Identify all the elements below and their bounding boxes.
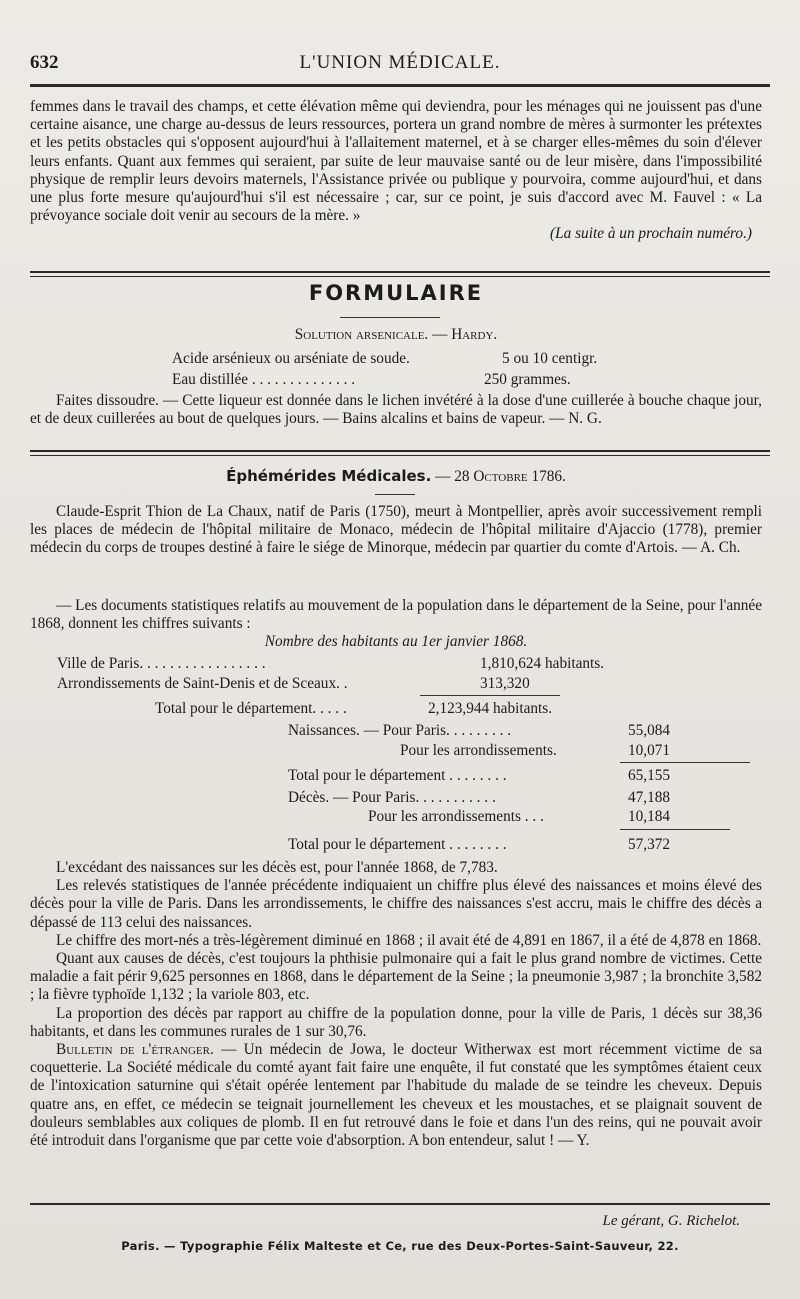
deaths-label: Pour les arrondissements . . .	[368, 808, 544, 825]
ephemerides-heading	[30, 467, 762, 486]
statistics-paragraph: Le chiffre des mort-nés a très-légèrement diminué en 1868 ; il avait été de 4,891 en 1867, il a été de 4,878 en 1868.	[56, 931, 762, 949]
births-label: Pour les arrondissements.	[400, 742, 557, 759]
sum-rule	[620, 829, 730, 830]
statistics-paragraph: L'excédant des naissances sur les décès est, pour l'année 1868, de 7,783.	[56, 859, 498, 876]
ephemerides-text: Claude-Esprit Thion de La Chaux, natif de Paris (1750), meurt à Montpellier, après avoir successivement rempli les places de médecin de l'hôpital militaire de Monaco, médecin de l'hôpital militaire d'Ajaccio (1778), premier médecin du corps de troupes destiné à faire le siége de Minorque, médecin par quartier du comte d'Artois. — A. Ch.	[30, 503, 762, 557]
births-total-value: 65,155	[628, 767, 671, 784]
deaths-total-label: Total pour le département . . . . . . . .	[288, 836, 507, 853]
ingredient-name: Eau distillée . . . . . . . . . . . . . .	[172, 371, 356, 388]
births-value: 55,084	[628, 722, 671, 739]
population-total-value: 2,123,944 habitants.	[428, 700, 553, 717]
statistics-intro: — Les documents statistiques relatifs au mouvement de la population dans le département de la Seine, pour l'année 1868, donnent les chiffres suivants :	[30, 597, 762, 633]
births-total-label: Total pour le département . . . . . . . .	[288, 767, 507, 784]
ingredient-qty: 5 ou 10 centigr.	[502, 350, 598, 367]
bulletin-paragraph	[30, 1041, 762, 1150]
ephemerides-section	[30, 503, 762, 558]
statistics-commentary	[30, 859, 762, 1150]
formulaire-title: FORMULAIRE	[308, 281, 484, 305]
population-value: 313,320	[480, 675, 530, 692]
statistics-paragraph: Les relevés statistiques de l'année précédente indiquaient un chiffre plus élevé des naissances et moins élevé des décès pour la ville de Paris. Dans les arrondissements, le chiffre des naissances s'est accru, mais le chiffre des décès a dépassé de 113 celui des naissances.	[30, 877, 762, 931]
page-number: 632	[30, 52, 59, 73]
gerant-signature: Le gérant, G. Richelot.	[602, 1213, 740, 1229]
statistics-paragraph: Quant aux causes de décès, c'est toujours la phthisie pulmonaire qui a fait le plus grand nombre de victimes. Cette maladie a fait périr 9,625 personnes en 1868, dans le département de la Seine ; la pneumonie 3,987 ; la bronchite 3,582 ; la fièvre typhoïde 1,132 ; la variole 803, etc.	[30, 950, 762, 1004]
continuation-note: (La suite à un prochain numéro.)	[550, 225, 752, 243]
journal-title: L'UNION MÉDICALE.	[299, 52, 501, 73]
births-label: Naissances. — Pour Paris. . . . . . . . .	[288, 722, 512, 739]
ephemerides-date: — 28 Octobre 1786.	[435, 468, 566, 485]
formulaire-text: Faites dissoudre. — Cette liqueur est donnée dans le lichen invétéré à la dose d'une cuillerée à bouche chaque jour, et de deux cuillerées au bout de quelques jours. — Bains alcalins et bains de vapeur. — N. G.	[30, 392, 762, 428]
deaths-value: 10,184	[628, 808, 671, 825]
population-label: Ville de Paris. . . . . . . . . . . . . . . . .	[57, 655, 266, 672]
section-rule	[30, 271, 770, 277]
statistics-heading: Nombre des habitants au 1er janvier 1868.	[264, 633, 528, 651]
deaths-total-value: 57,372	[628, 836, 671, 853]
intro-section	[30, 98, 762, 244]
ephemerides-title: Éphémérides Médicales.	[226, 467, 432, 485]
section-rule	[30, 450, 770, 456]
ephemerides-rule	[375, 494, 415, 495]
statistics-intro-section	[30, 597, 762, 652]
page-header	[26, 52, 774, 78]
population-label: Arrondissements de Saint-Denis et de Sceaux. .	[57, 675, 348, 692]
sum-rule	[420, 695, 560, 696]
statistics-paragraph: La proportion des décès par rapport au chiffre de la population donne, pour la ville de Paris, 1 décès sur 38,36 habitants, et dans les communes rurales de 1 sur 30,76.	[30, 1004, 762, 1040]
deaths-label: Décès. — Pour Paris. . . . . . . . . . .	[288, 789, 496, 806]
ingredient-qty: 250 grammes.	[484, 371, 571, 388]
ingredient-name: Acide arsénieux ou arséniate de soude.	[172, 350, 410, 367]
population-total-label: Total pour le département. . . . .	[155, 700, 347, 717]
printer-imprint: Paris. — Typographie Félix Malteste et Ce, rue des Deux-Portes-Saint-Sauveur, 22.	[121, 1239, 679, 1253]
intro-paragraph: femmes dans le travail des champs, et cette élévation même qui deviendra, pour les ménages qui ne jouissent pas d'une certaine aisance, une charge au-dessus de leurs ressources, portera un grand nombre de mères à surmonter les prétextes et les petits obstacles qui s'opposent aujourd'hui à l'allaitement maternel, et à se charger elles-mêmes du soin d'élever leurs enfants. Quant aux femmes qui seraient, par suite de leur mauvaise santé ou de leur misère, dans l'impossibilité physique de remplir leurs devoirs maternels, l'Assistance privée ou publique y pourvoira, comme aujourd'hui, et dans une plus forte mesure qu'aujourd'hui s'il est nécessaire ; car, sur ce point, je suis d'accord avec M. Fauvel : « La prévoyance sociale doit venir au secours de la mère. »	[30, 98, 762, 225]
formulaire-subtitle: Solution arsenicale. — Hardy.	[294, 326, 498, 343]
formulaire-rule	[340, 317, 440, 318]
births-value: 10,071	[628, 742, 671, 759]
deaths-value: 47,188	[628, 789, 671, 806]
bulletin-label: Bulletin de l'étranger.	[56, 1041, 214, 1059]
footer-rule	[30, 1203, 770, 1205]
header-rule	[30, 84, 770, 87]
bulletin-text: — Un médecin de Jowa, le docteur Witherwax est mort récemment victime de sa coquetterie. La Société médicale du comté ayant fait faire une enquête, il fut constaté que les symptômes étaient ceux de l'intoxication saturnine qui s'était opérée lentement par l'habitude du malade de se teindre les cheveux. Depuis quatre ans, en effet, ce médecin se teignait journellement les cheveux et les moustaches, et se plaignait souvent de douleurs semblables aux coliques de plomb. Il en fut retrouvé dans le foie et dans l'un des reins, qui ne pouvait avoir été introduit dans l'organisme que par cette voie d'absorption. A bon entendeur, salut ! — Y.	[30, 1041, 763, 1150]
sum-rule	[620, 762, 750, 763]
population-value: 1,810,624 habitants.	[480, 655, 605, 672]
